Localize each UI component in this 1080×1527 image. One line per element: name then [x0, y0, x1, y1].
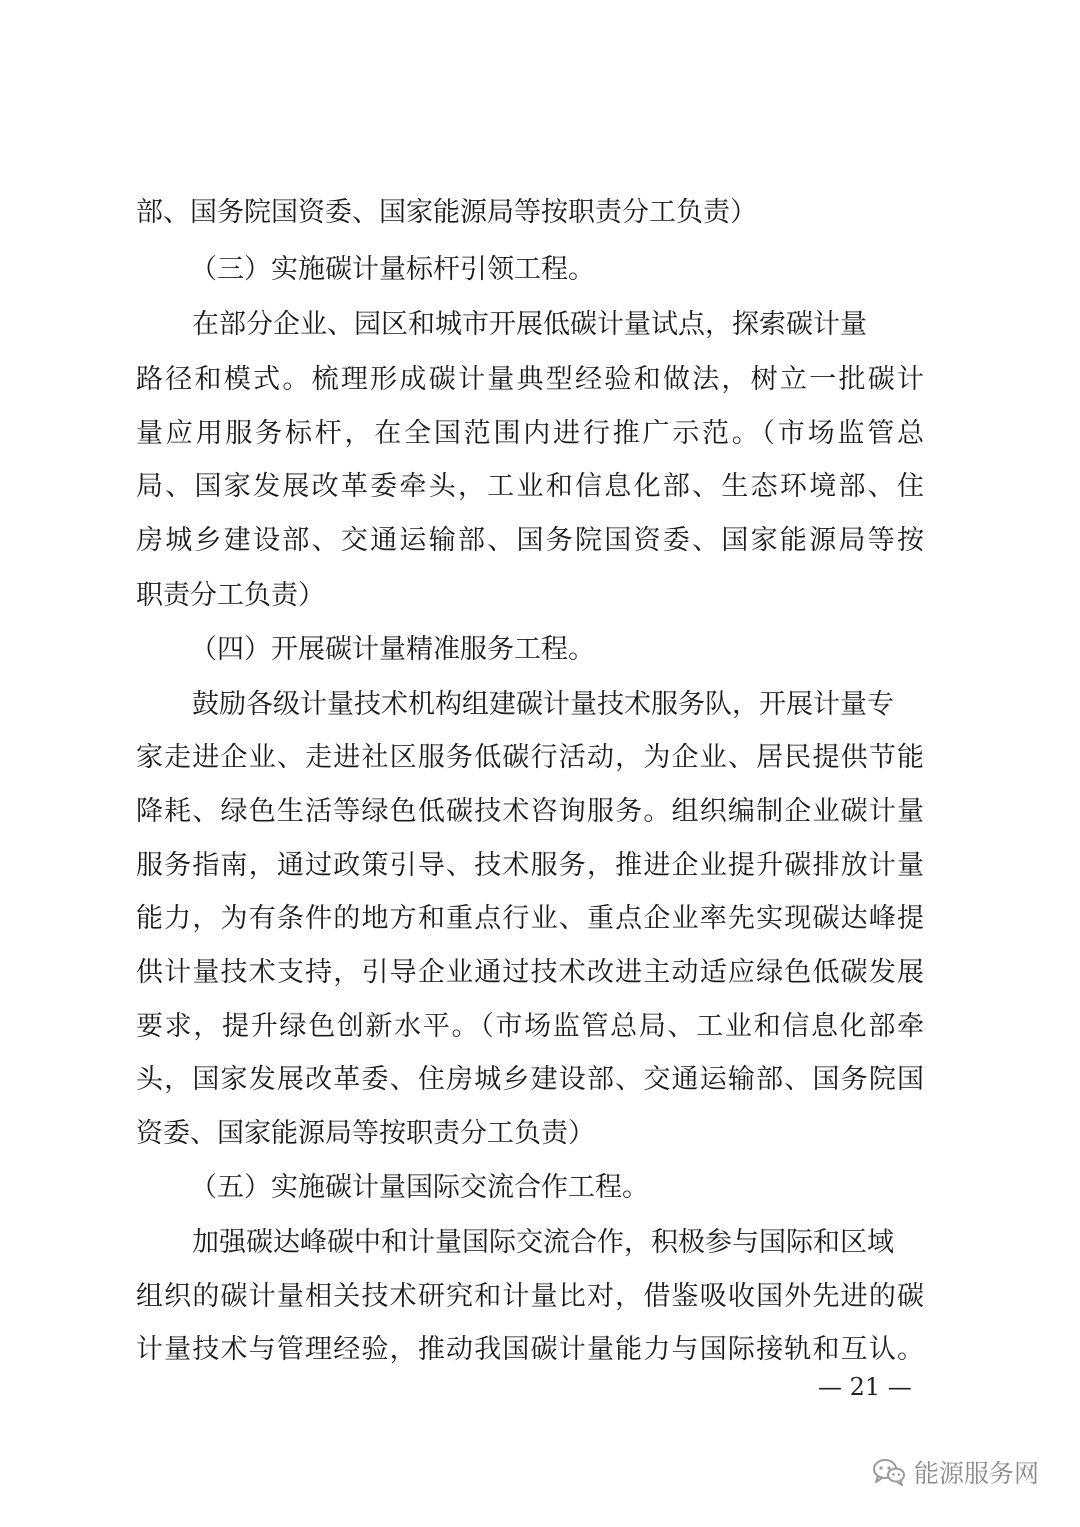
- text-line: 路径和模式。梳理形成碳计量典型经验和做法，树立一批碳计: [136, 364, 924, 395]
- text-line: 降耗、绿色生活等绿色低碳技术咨询服务。组织编制企业碳计量: [136, 796, 924, 827]
- text-line: 能力，为有条件的地方和重点行业、重点企业率先实现碳达峰提: [136, 903, 924, 934]
- section-heading-5: （五）实施碳计量国际交流合作工程。: [190, 1172, 649, 1203]
- text-line: 计量技术与管理经验，推动我国碳计量能力与国际接轨和互认。: [136, 1334, 924, 1365]
- text-line: 头，国家发展改革委、住房城乡建设部、交通运输部、国务院国: [136, 1064, 924, 1095]
- section-heading-3: （三）实施碳计量标杆引领工程。: [190, 254, 595, 285]
- text-line: 服务指南，通过政策引导、技术服务，推进企业提升碳排放计量: [136, 850, 924, 881]
- text-line: 量应用服务标杆，在全国范围内进行推广示范。（市场监管总: [136, 418, 924, 449]
- page-number: — 21 —: [818, 1373, 912, 1401]
- text-line: 在部分企业、园区和城市开展低碳计量试点，探索碳计量: [192, 309, 867, 340]
- text-line: 鼓励各级计量技术机构组建碳计量技术服务队，开展计量专: [192, 689, 894, 720]
- section-heading-4: （四）开展碳计量精准服务工程。: [190, 634, 595, 665]
- text-line: 房城乡建设部、交通运输部、国务院国资委、国家能源局等按: [136, 525, 924, 556]
- wechat-icon: [872, 1457, 906, 1487]
- text-line: 要求，提升绿色创新水平。（市场监管总局、工业和信息化部牵: [136, 1011, 924, 1042]
- text-line: 家走进企业、走进社区服务低碳行活动，为企业、居民提供节能: [136, 742, 924, 773]
- watermark-text: 能源服务网: [914, 1459, 1040, 1488]
- text-line: 局、国家发展改革委牵头，工业和信息化部、生态环境部、住: [136, 471, 924, 502]
- text-line: 组织的碳计量相关技术研究和计量比对，借鉴吸收国外先进的碳: [136, 1281, 924, 1312]
- text-line: 职责分工负责）: [136, 580, 325, 611]
- text-line: 供计量技术支持，引导企业通过技术改进主动适应绿色低碳发展: [136, 957, 924, 988]
- source-watermark: [872, 1454, 1039, 1490]
- text-line: 资委、国家能源局等按职责分工负责）: [136, 1118, 595, 1149]
- text-line: 加强碳达峰碳中和计量国际交流合作，积极参与国际和区域: [192, 1227, 894, 1258]
- text-line: 部、国务院国资委、国家能源局等按职责分工负责）: [136, 197, 757, 228]
